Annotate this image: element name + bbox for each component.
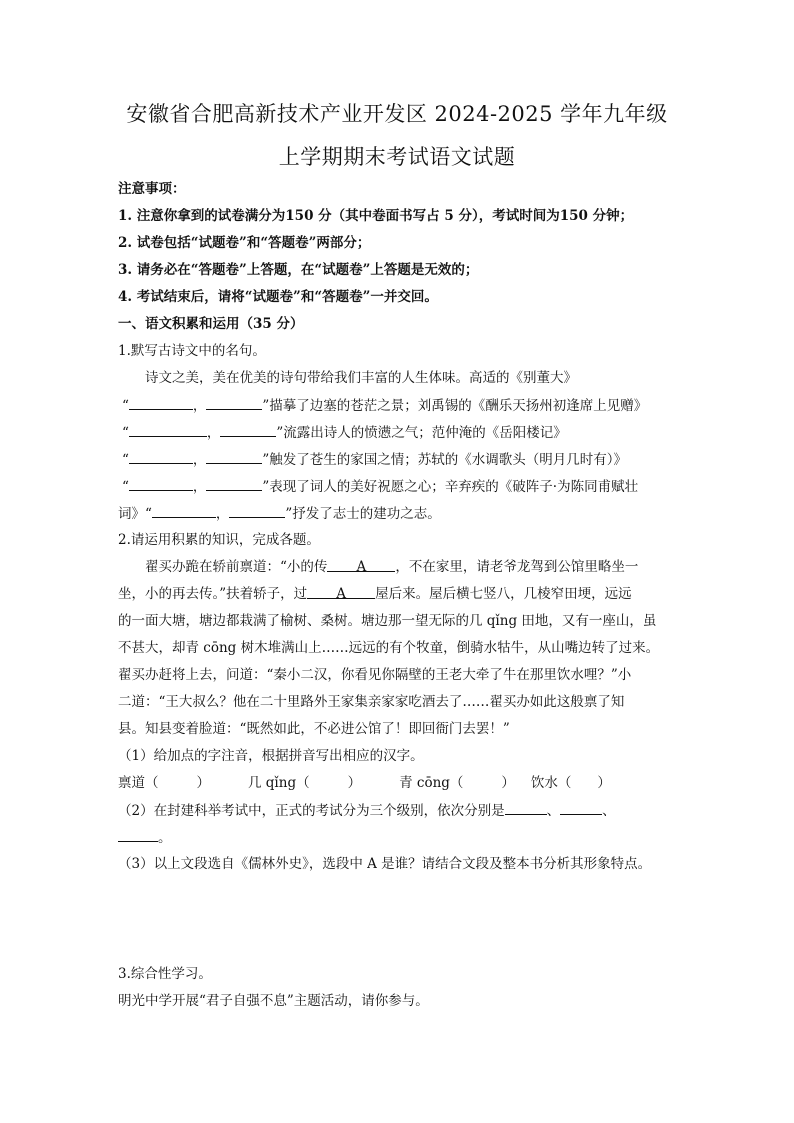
answer-blank[interactable] (560, 800, 602, 815)
q3-text: 明光中学开展“君子自强不息”主题活动，请你参与。 (118, 993, 429, 1009)
q2-sub1: （1）给加点的字注音，根据拼音写出相应的汉字。 (118, 748, 424, 764)
notice-item-2: 2. 试卷包括“试题卷”和“答题卷”两部分； (118, 235, 371, 251)
q2-sub2: （2）在封建科举考试中，正式的考试分为三个级别，依次分别是 、 、 (118, 800, 678, 821)
q2-fill-row: 禀道（ ） 几 qǐng（ ） 青 cōng（ ） 饮水（ ） (118, 775, 611, 791)
answer-blank[interactable] (206, 395, 262, 410)
answer-blank[interactable] (206, 449, 262, 464)
q1-line1: 诗文之美，美在优美的诗句带给我们丰富的人生体味。高适的《别董大》 (145, 370, 577, 386)
notice-item-4: 4. 考试结束后，请将“试题卷”和“答题卷”一并交回。 (118, 289, 438, 305)
notice-item-1: 1. 注意你拿到的试卷满分为150 分（其中卷面书写占 5 分），考试时间为150 分钟； (118, 208, 634, 224)
q3-stem: 3.综合性学习。 (118, 966, 212, 982)
q1-line6: 词》“ ， ”抒发了志士的建功之志。 (118, 503, 678, 524)
answer-blank[interactable] (129, 422, 207, 437)
passage-line7: 县。知县变着脸道：“既然如此，不必进公馆了！即回衙门去罢！” (118, 721, 510, 737)
q1-stem: 1.默写古诗文中的名句。 (118, 343, 266, 359)
passage-line4: 不甚大，却青 cōng 树木堆满山上……远远的有个牧童，倒骑水牯牛，从山嘴边转了过来。 (118, 640, 660, 656)
section-heading: 一、语文积累和运用（35 分） (118, 316, 304, 332)
exam-title-line2: 上学期期末考试语文试题 (278, 145, 516, 169)
answer-blank[interactable] (220, 422, 276, 437)
q1-line3: “ ， ”流露出诗人的愤懑之气；范仲淹的《岳阳楼记》 (122, 422, 682, 443)
answer-blank[interactable] (129, 395, 193, 410)
answer-blank[interactable] (229, 503, 285, 518)
blank-a: A (327, 557, 395, 572)
answer-blank[interactable] (505, 800, 547, 815)
q2-sub3: （3）以上文段选自《儒林外史》，选段中 A 是谁？请结合文段及整本书分析其形象特点。 (118, 856, 652, 872)
passage-line3: 的一面大塘，塘边都栽满了榆树、桑树。塘边那一望无际的几 qǐng 田地，又有一座山，虽 (118, 613, 657, 629)
q2-stem: 2.请运用积累的知识，完成各题。 (118, 532, 320, 548)
q1-line2: “ ， ”描摹了边塞的苍茫之景；刘禹锡的《酬乐天扬州初逢席上见赠》 (122, 395, 682, 416)
passage-line2: 坐，小的再去传。”扶着轿子，过 A 屋后来。屋后横七竖八，几棱窄田埂，远远 (118, 586, 632, 602)
answer-blank[interactable] (206, 476, 262, 491)
q1-line4: “ ， ”触发了苍生的家国之情；苏轼的《水调歌头（明月几时有）》 (122, 449, 682, 470)
answer-blank[interactable] (118, 827, 158, 842)
passage-line1: 翟买办跪在轿前禀道：“小的传 A ，不在家里，请老爷龙驾到公馆里略坐一 (145, 559, 639, 575)
blank-a: A (307, 584, 375, 599)
answer-blank[interactable] (129, 449, 193, 464)
exam-title-line1: 安徽省合肥高新技术产业开发区 2024-2025 学年九年级 (126, 102, 668, 126)
passage-line5: 翟买办赶将上去，问道：“秦小二汉，你看见你隔壁的王老大牵了牛在那里饮水哩？”小 (118, 667, 632, 683)
answer-blank[interactable] (129, 476, 193, 491)
answer-blank[interactable] (152, 503, 216, 518)
passage-line6: 二道：“王大叔么？他在二十里路外王家集亲家家吃酒去了……翟买办如此这般禀了知 (118, 694, 625, 710)
q1-line5: “ ， ”表现了词人的美好祝愿之心；辛弃疾的《破阵子·为陈同甫赋壮 (122, 476, 682, 497)
notice-heading: 注意事项： (118, 181, 186, 197)
notice-item-3: 3. 请务必在“答题卷”上答题，在“试题卷”上答题是无效的； (118, 262, 479, 278)
q2-sub2-cont: 。 (118, 827, 678, 848)
